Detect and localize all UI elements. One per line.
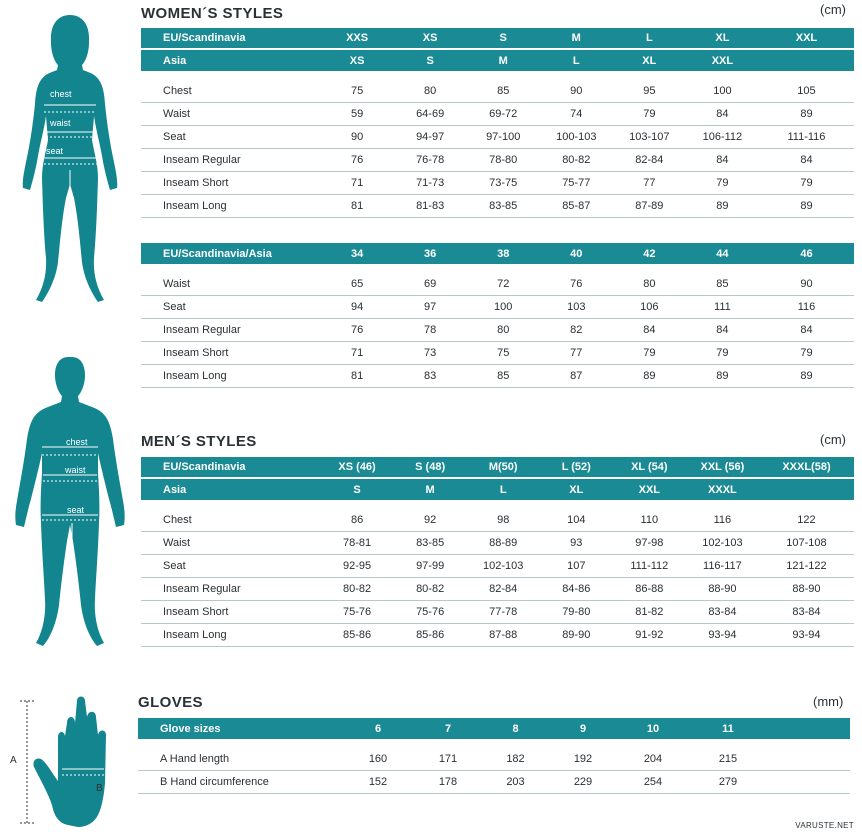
measurement-value-cell: 83-84 [686,600,759,623]
measurement-value-cell: 75 [467,341,540,364]
measurement-value-cell: 85 [686,274,759,295]
header-size-cell: XS [321,49,394,71]
header-size-cell: S [467,28,540,49]
table-row [141,318,854,341]
measurement-label-cell: Inseam Short [141,171,321,194]
measurement-value-cell: 254 [618,770,688,793]
measurement-value-cell: 84 [613,318,686,341]
measurement-label-cell: Waist [141,274,321,295]
measurement-value-cell: 121-122 [759,554,854,577]
woman-inseam-label: inseam [64,258,74,288]
measurement-value-cell: 160 [343,749,413,770]
measurement-value-cell: 97-98 [613,531,686,554]
table-row [141,125,854,148]
measurement-value-cell: 87-89 [613,194,686,217]
woman-chest-label: chest [50,89,72,99]
table-row [141,623,854,646]
header-size-cell: 34 [321,243,394,264]
measurement-value-cell: 81 [321,364,394,387]
measurement-value-cell: 74 [540,102,613,125]
measurement-value-cell: 83-84 [759,600,854,623]
header-label-cell: EU/Scandinavia [141,457,321,478]
measurement-label-cell: Waist [141,102,321,125]
header-size-cell: 8 [483,718,548,739]
measurement-value-cell: 76 [321,318,394,341]
table-spacer [141,500,854,510]
measurement-value-cell: 107 [540,554,613,577]
table-spacer [138,739,850,749]
man-silhouette-icon [10,355,130,655]
measurement-value-cell: 85-86 [394,623,467,646]
hand-figure [6,695,122,831]
table-spacer [141,264,854,274]
measurement-value-cell: 97 [394,295,467,318]
header-size-cell: 44 [686,243,759,264]
measurement-value-cell: 90 [540,81,613,102]
header-size-cell: 11 [688,718,768,739]
measurement-value-cell: 82 [540,318,613,341]
measurement-label-cell: Chest [141,81,321,102]
measurement-value-cell: 83-85 [467,194,540,217]
table-header-row [141,478,854,500]
measurement-value-cell: 92-95 [321,554,394,577]
measurement-value-cell: 89 [759,102,854,125]
table-row [141,171,854,194]
measurement-value-cell: 215 [688,749,768,770]
measurement-value-cell: 78-80 [467,148,540,171]
measurement-value-cell: 81-82 [613,600,686,623]
measurement-value-cell: 79 [759,341,854,364]
measurement-value-cell: 182 [483,749,548,770]
measurement-value-cell: 69 [394,274,467,295]
measurement-value-cell: 89-90 [540,623,613,646]
table-row [141,510,854,531]
measurement-value-cell: 88-90 [759,577,854,600]
header-size-cell: 7 [413,718,483,739]
man-chest-label: chest [66,437,88,447]
header-size-cell: S [321,478,394,500]
measurement-value-cell: 84 [759,148,854,171]
measurement-value-cell: 71 [321,171,394,194]
women-numeric-size-table [141,243,854,388]
header-size-cell: XXL [686,49,759,71]
measurement-value-cell: 89 [759,194,854,217]
measurement-value-cell: 93-94 [686,623,759,646]
measurement-value-cell: 77 [540,341,613,364]
measurement-value-cell [768,770,850,793]
header-size-cell: XS (46) [321,457,394,478]
measurement-value-cell: 80-82 [394,577,467,600]
measurement-value-cell: 85 [467,364,540,387]
table-row [138,749,850,770]
measurement-label-cell: Inseam Regular [141,148,321,171]
measurement-value-cell: 152 [343,770,413,793]
measurement-value-cell: 116 [759,295,854,318]
measurement-label-cell: Inseam Short [141,600,321,623]
measurement-value-cell: 83 [394,364,467,387]
measurement-value-cell: 79 [613,341,686,364]
measurement-value-cell: 178 [413,770,483,793]
measurement-value-cell: 105 [759,81,854,102]
gloves-unit-label: (mm) [813,694,844,709]
measurement-value-cell: 87 [540,364,613,387]
measurement-value-cell: 76 [540,274,613,295]
measurement-value-cell: 89 [686,194,759,217]
header-size-cell: 6 [343,718,413,739]
measurement-value-cell: 95 [613,81,686,102]
measurement-value-cell: 88-90 [686,577,759,600]
table-header-row [141,457,854,478]
measurement-value-cell: 77 [613,171,686,194]
men-size-table [141,457,854,647]
table-row [138,770,850,793]
measurement-value-cell: 94-97 [394,125,467,148]
measurement-value-cell: 103-107 [613,125,686,148]
woman-waist-label: waist [50,118,71,128]
table-row [141,295,854,318]
header-label-cell: Glove sizes [138,718,343,739]
measurement-label-cell: Seat [141,554,321,577]
header-size-cell: XL (54) [613,457,686,478]
glove-size-table [138,718,850,794]
measurement-value-cell: 94 [321,295,394,318]
table-row [141,341,854,364]
header-size-cell: 38 [467,243,540,264]
measurement-label-cell: Seat [141,125,321,148]
header-label-cell: Asia [141,49,321,71]
measurement-value-cell: 88-89 [467,531,540,554]
measurement-value-cell: 85-87 [540,194,613,217]
measurement-value-cell: 78 [394,318,467,341]
header-size-cell: L (52) [540,457,613,478]
measurement-value-cell: 100 [467,295,540,318]
measurement-value-cell: 116 [686,510,759,531]
table-row [141,600,854,623]
table-row [141,194,854,217]
measurement-value-cell: 76 [321,148,394,171]
header-label-cell: EU/Scandinavia/Asia [141,243,321,264]
woman-seat-label: seat [46,146,64,156]
table-row [141,148,854,171]
header-size-cell: XXL [759,28,854,49]
measurement-value-cell: 72 [467,274,540,295]
measurement-value-cell: 82-84 [613,148,686,171]
measurement-value-cell: 64-69 [394,102,467,125]
measurement-value-cell: 89 [686,364,759,387]
hand-length-label: A [10,755,17,766]
measurement-value-cell: 81 [321,194,394,217]
table-row [141,531,854,554]
measurement-value-cell: 73 [394,341,467,364]
measurement-value-cell: 90 [759,274,854,295]
women-section-title: WOMEN´S STYLES [141,5,284,22]
measurement-value-cell: 79 [686,341,759,364]
measurement-value-cell: 84 [759,318,854,341]
header-size-cell [759,49,854,71]
measurement-value-cell: 79-80 [540,600,613,623]
measurement-value-cell: 104 [540,510,613,531]
measurement-value-cell: 79 [686,171,759,194]
hand-measure-icon [6,695,122,831]
measurement-value-cell: 100-103 [540,125,613,148]
header-size-cell: S [394,49,467,71]
measurement-label-cell: Chest [141,510,321,531]
men-unit-label: (cm) [820,432,846,447]
header-size-cell: S (48) [394,457,467,478]
header-size-cell: L [613,28,686,49]
measurement-label-cell: B Hand circumference [138,770,343,793]
measurement-value-cell: 82-84 [467,577,540,600]
table-header-row [141,243,854,264]
measurement-value-cell: 203 [483,770,548,793]
measurement-value-cell: 91-92 [613,623,686,646]
table-row [141,554,854,577]
measurement-value-cell: 86 [321,510,394,531]
measurement-value-cell: 84 [686,148,759,171]
measurement-value-cell: 107-108 [759,531,854,554]
measurement-value-cell: 97-99 [394,554,467,577]
measurement-value-cell: 75-76 [394,600,467,623]
measurement-value-cell: 80-82 [540,148,613,171]
header-size-cell: 42 [613,243,686,264]
measurement-value-cell: 89 [759,364,854,387]
header-size-cell: M(50) [467,457,540,478]
measurement-value-cell: 106 [613,295,686,318]
header-size-cell [768,718,850,739]
measurement-value-cell: 192 [548,749,618,770]
measurement-value-cell: 103 [540,295,613,318]
header-size-cell: 9 [548,718,618,739]
measurement-value-cell: 229 [548,770,618,793]
measurement-value-cell: 98 [467,510,540,531]
header-size-cell: XXXL [686,478,759,500]
woman-figure [10,12,130,312]
measurement-label-cell: Waist [141,531,321,554]
measurement-value-cell: 84 [686,318,759,341]
measurement-value-cell: 111-116 [759,125,854,148]
measurement-value-cell: 79 [759,171,854,194]
header-size-cell: M [394,478,467,500]
measurement-label-cell: A Hand length [138,749,343,770]
measurement-value-cell: 86-88 [613,577,686,600]
measurement-label-cell: Inseam Long [141,364,321,387]
header-label-cell: Asia [141,478,321,500]
women-unit-label: (cm) [820,2,846,17]
measurement-value-cell: 85 [467,81,540,102]
header-size-cell: XXL [613,478,686,500]
measurement-value-cell: 75 [321,81,394,102]
measurement-value-cell: 100 [686,81,759,102]
table-row [141,364,854,387]
header-size-cell: XXS [321,28,394,49]
man-inseam-label: inseam [66,603,76,633]
measurement-value-cell: 71-73 [394,171,467,194]
measurement-value-cell: 116-117 [686,554,759,577]
measurement-value-cell: 90 [321,125,394,148]
measurement-value-cell: 204 [618,749,688,770]
measurement-label-cell: Inseam Long [141,194,321,217]
measurement-value-cell: 79 [613,102,686,125]
measurement-value-cell: 85-86 [321,623,394,646]
measurement-value-cell: 80 [613,274,686,295]
table-header-row [141,49,854,71]
measurement-label-cell: Inseam Regular [141,577,321,600]
women-size-table [141,28,854,218]
measurement-value-cell: 106-112 [686,125,759,148]
measurement-value-cell: 102-103 [686,531,759,554]
header-size-cell: L [540,49,613,71]
table-spacer [141,71,854,81]
measurement-value-cell: 73-75 [467,171,540,194]
table-row [141,274,854,295]
header-size-cell: 10 [618,718,688,739]
measurement-label-cell: Inseam Long [141,623,321,646]
measurement-value-cell: 279 [688,770,768,793]
measurement-value-cell: 83-85 [394,531,467,554]
measurement-value-cell: 84-86 [540,577,613,600]
measurement-value-cell: 71 [321,341,394,364]
measurement-label-cell: Inseam Regular [141,318,321,341]
measurement-value-cell: 80-82 [321,577,394,600]
table-row [141,81,854,102]
measurement-value-cell: 97-100 [467,125,540,148]
measurement-value-cell: 87-88 [467,623,540,646]
measurement-value-cell: 171 [413,749,483,770]
header-size-cell: L [467,478,540,500]
table-header-row [138,718,850,739]
header-size-cell: XS [394,28,467,49]
measurement-label-cell: Inseam Short [141,341,321,364]
header-size-cell: M [467,49,540,71]
measurement-value-cell: 93-94 [759,623,854,646]
measurement-value-cell [768,749,850,770]
measurement-value-cell: 78-81 [321,531,394,554]
man-waist-label: waist [65,465,86,475]
measurement-value-cell: 76-78 [394,148,467,171]
hand-circumference-label: B [96,783,103,794]
gloves-section-title: GLOVES [138,694,203,711]
measurement-value-cell: 69-72 [467,102,540,125]
measurement-value-cell: 75-76 [321,600,394,623]
measurement-value-cell: 102-103 [467,554,540,577]
men-section-title: MEN´S STYLES [141,433,257,450]
header-size-cell [759,478,854,500]
table-header-row [141,28,854,49]
measurement-value-cell: 110 [613,510,686,531]
measurement-value-cell: 111-112 [613,554,686,577]
measurement-label-cell: Seat [141,295,321,318]
measurement-value-cell: 122 [759,510,854,531]
man-seat-label: seat [67,505,85,515]
woman-silhouette-icon [10,12,130,312]
measurement-value-cell: 84 [686,102,759,125]
header-size-cell: XL [613,49,686,71]
header-size-cell: 36 [394,243,467,264]
measurement-value-cell: 89 [613,364,686,387]
header-size-cell: 40 [540,243,613,264]
header-size-cell: XXXL(58) [759,457,854,478]
table-row [141,577,854,600]
measurement-value-cell: 80 [467,318,540,341]
header-size-cell: XXL (56) [686,457,759,478]
header-size-cell: XL [540,478,613,500]
measurement-value-cell: 81-83 [394,194,467,217]
measurement-value-cell: 93 [540,531,613,554]
measurement-value-cell: 65 [321,274,394,295]
table-row [141,102,854,125]
header-size-cell: M [540,28,613,49]
measurement-value-cell: 75-77 [540,171,613,194]
measurement-value-cell: 80 [394,81,467,102]
measurement-value-cell: 111 [686,295,759,318]
header-size-cell: XL [686,28,759,49]
header-size-cell: 46 [759,243,854,264]
measurement-value-cell: 92 [394,510,467,531]
measurement-value-cell: 77-78 [467,600,540,623]
watermark: VARUSTE.NET [795,821,854,830]
header-label-cell: EU/Scandinavia [141,28,321,49]
measurement-value-cell: 59 [321,102,394,125]
man-figure [10,355,130,655]
